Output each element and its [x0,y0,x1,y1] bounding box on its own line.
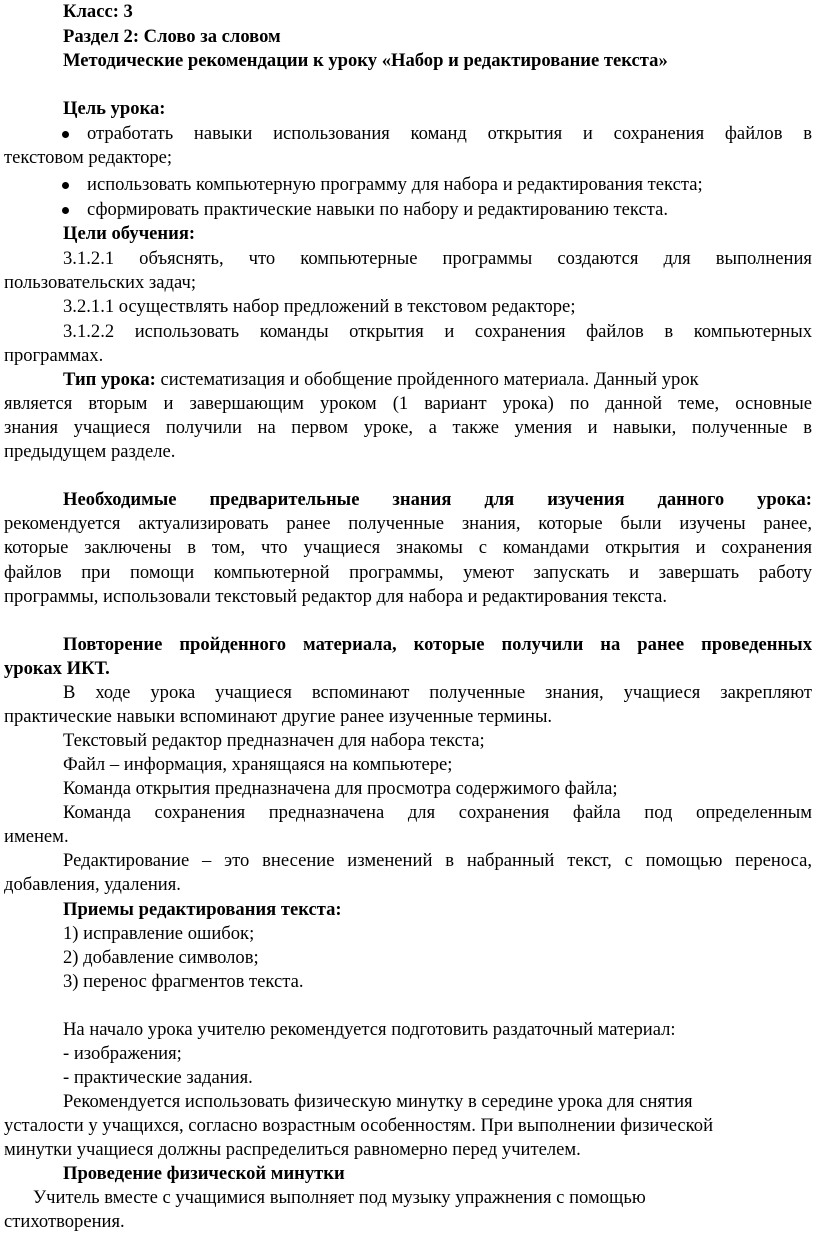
review-heading-line2: уроках ИКТ. [4,658,110,679]
term-text-editor: Текстовый редактор предназначен для набора текста; [63,730,485,751]
class-line: Класс: 3 [63,1,133,22]
objective-1-line1: 3.1.2.1 объяснять, что компьютерные программы создаются для выполнения [63,248,812,269]
objective-1-line2: пользовательских задач; [4,272,197,293]
bullet-icon [62,131,69,138]
prior-knowledge-line3: файлов при помощи компьютерной программы, умеют запускать и завершать работу [4,562,812,583]
term-editing-line2: добавления, удаления. [4,874,181,895]
term-open-command: Команда открытия предназначена для просмотра содержимого файла; [63,778,618,799]
prior-knowledge-line4: программы, использовали текстовый редактор для набора и редактирования текста. [4,586,668,607]
bullet-icon [62,207,69,214]
term-save-command-line1: Команда сохранения предназначена для сохранения файла под определенным [63,802,812,823]
term-editing-line1: Редактирование – это внесение изменений в набранный текст, с помощью переноса, [63,850,812,871]
lesson-type-line2: является вторым и завершающим уроком (1 вариант урока) по данной теме, основные [4,393,812,414]
physical-last-line2: стихотворения. [4,1211,125,1232]
editing-method-item: 3) перенос фрагментов текста. [63,971,304,992]
physical-minute-heading: Проведение физической минутки [63,1163,345,1184]
review-paragraph-line2: практические навыки вспоминают другие ранее изученные термины. [4,706,553,727]
prior-knowledge-heading: Необходимые предварительные знания для изучения данного урока: [63,489,812,510]
goal-item-2: использовать компьютерную программу для набора и редактирования текста; [87,174,703,195]
lesson-type-line1: Тип урока: систематизация и обобщение пройденного материала. Данный урок [63,369,699,390]
editing-methods-heading: Приемы редактирования текста: [63,899,342,920]
prior-knowledge-line2: которые заключены в том, что учащиеся знакомы с командами открытия и сохранения [4,537,812,558]
goal-item-1-line1: отработать навыки использования команд открытия и сохранения файлов в [87,123,812,144]
physical-paragraph-line2: усталости у учащихся, согласно возрастным особенностям. При выполнении физической [4,1115,714,1136]
bullet-icon [62,182,69,189]
section-line: Раздел 2: Слово за словом [63,26,281,47]
objective-2: 3.2.1.1 осуществлять набор предложений в текстовом редакторе; [63,296,576,317]
review-heading-line1: Повторение пройденного материала, которые получили на ранее проведенных [63,634,812,655]
document-title: Методические рекомендации к уроку «Набор и редактирование текста» [63,50,668,71]
prior-knowledge-line1: рекомендуется актуализировать ранее полученные знания, которые были изучены ранее, [4,513,812,534]
lesson-type-line3: знания учащиеся получили на первом уроке, а также умения и навыки, полученные в [4,417,812,438]
physical-last-line1: Учитель вместе с учащимися выполняет под музыку упражнения с помощью [33,1187,646,1208]
editing-method-item: 2) добавление символов; [63,947,259,968]
editing-method-item: 1) исправление ошибок; [63,923,255,944]
physical-paragraph-line1: Рекомендуется использовать физическую минутку в середине урока для снятия [63,1091,693,1112]
goal-item-3: сформировать практические навыки по набору и редактированию текста. [87,199,668,220]
review-paragraph-line1: В ходе урока учащиеся вспоминают полученные знания, учащиеся закрепляют [63,682,812,703]
handouts-intro: На начало урока учителю рекомендуется подготовить раздаточный материал: [63,1019,676,1040]
physical-paragraph-line3: минутки учащиеся должны распределиться равномерно перед учителем. [4,1139,581,1160]
lesson-type-label: Тип урока: [63,369,156,390]
handout-item: - изображения; [63,1043,182,1064]
term-file: Файл – информация, хранящаяся на компьютере; [63,754,453,775]
goal-item-1-line2: текстовом редакторе; [4,147,173,168]
lesson-type-line4: предыдущем разделе. [4,441,176,462]
objective-3-line2: программах. [4,345,104,366]
goals-heading: Цель урока: [63,98,166,119]
term-save-command-line2: именем. [4,826,69,847]
objectives-heading: Цели обучения: [63,223,196,244]
objective-3-line1: 3.1.2.2 использовать команды открытия и сохранения файлов в компьютерных [63,321,812,342]
handout-item: - практические задания. [63,1067,253,1088]
